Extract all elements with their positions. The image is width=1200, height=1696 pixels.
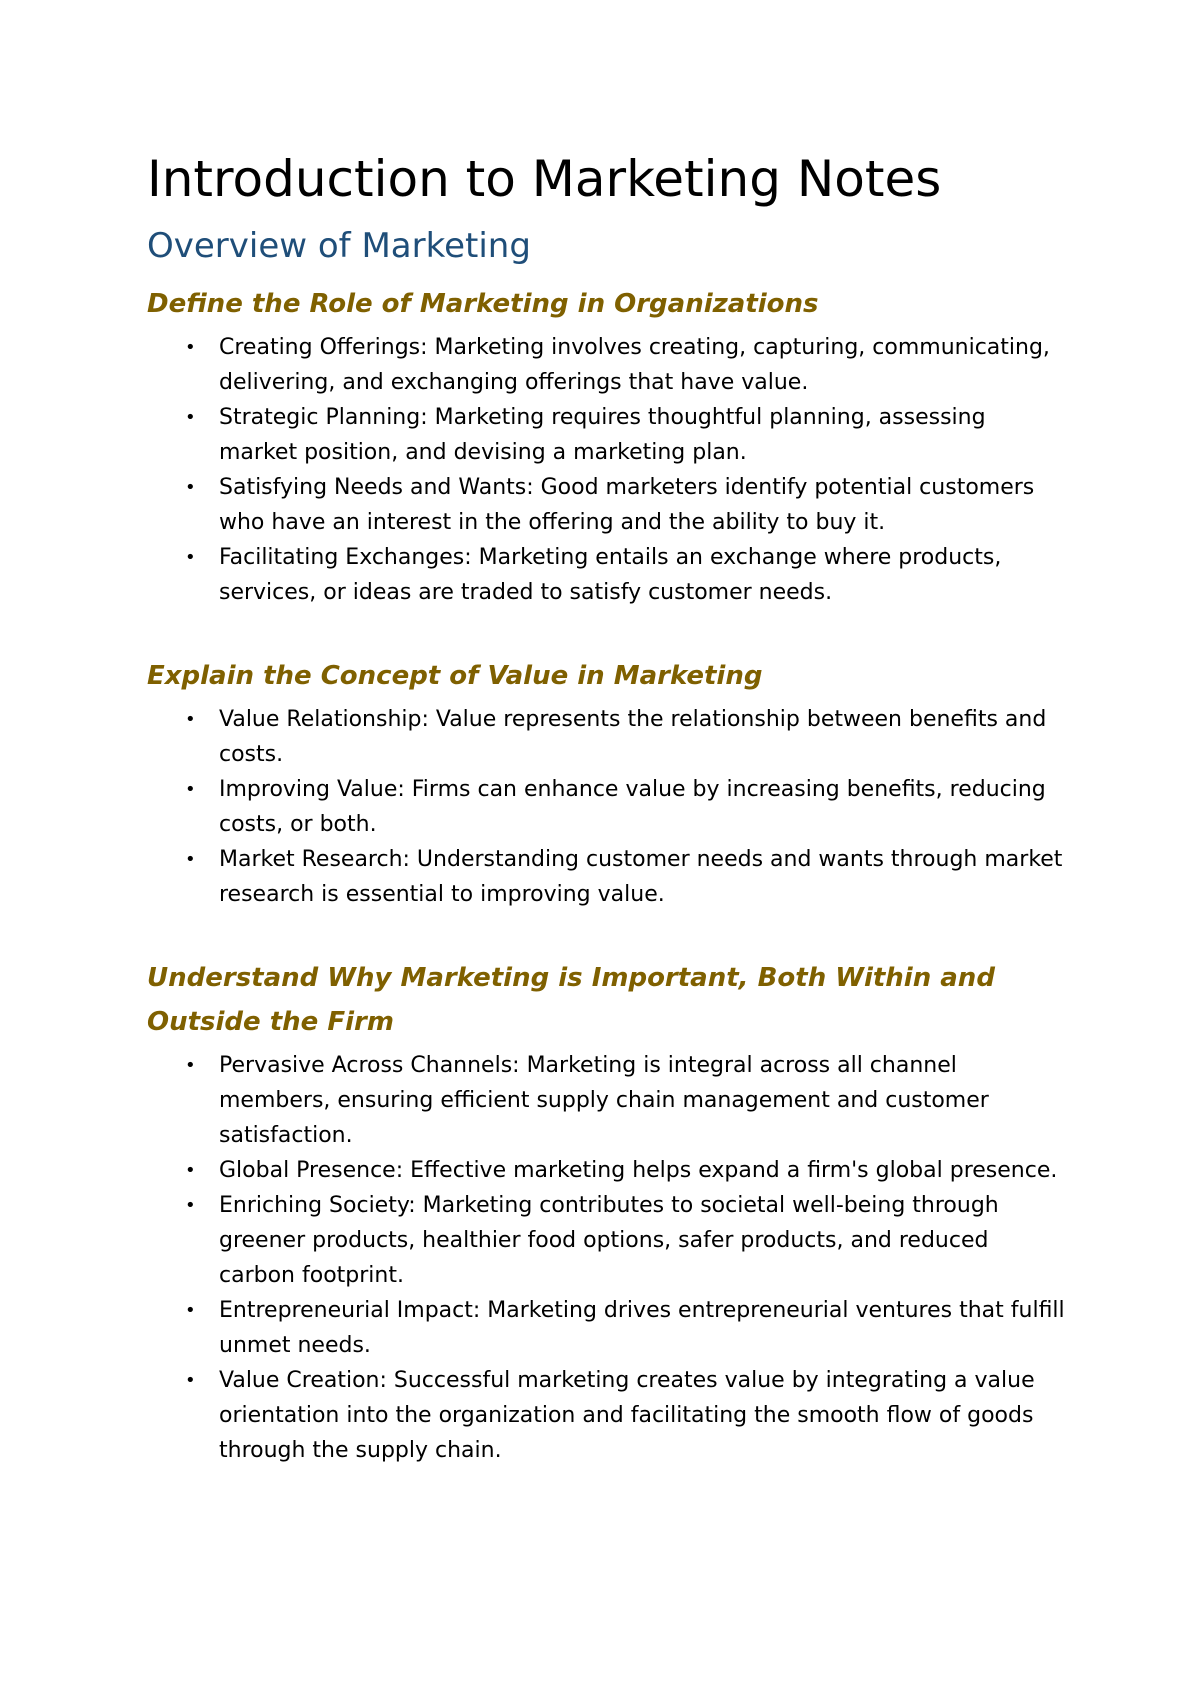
list-item-text: Improving Value: Firms can enhance value by increasing benefits, reducing costs, or both. [219, 777, 1046, 837]
bullet-icon: • [185, 547, 196, 568]
bullet-icon: • [185, 709, 196, 730]
bullet-list-value [147, 702, 1067, 912]
bullet-icon: • [185, 1300, 196, 1321]
subsection-heading-role: Define the Role of Marketing in Organizations [147, 289, 819, 319]
bullet-icon: • [185, 407, 196, 428]
document-title: Introduction to Marketing Notes [147, 150, 942, 208]
list-item-text: Pervasive Across Channels: Marketing is integral across all channel members, ensuring efficient supply chain management and customer satisfaction. [219, 1053, 989, 1148]
list-item [147, 1293, 1067, 1363]
bullet-list-role [147, 330, 1067, 610]
list-item-text: Enriching Society: Marketing contributes to societal well-being through greener products, healthier food options, safer products, and reduced carbon footprint. [219, 1193, 999, 1288]
bullet-list-importance [147, 1048, 1067, 1468]
list-item-text: Entrepreneurial Impact: Marketing drives entrepreneurial ventures that fulfill unmet needs. [219, 1298, 1065, 1358]
bullet-icon: • [185, 1055, 196, 1076]
list-item [147, 1188, 1067, 1293]
section-heading-overview: Overview of Marketing [147, 226, 531, 266]
list-item [147, 842, 1067, 912]
bullet-icon: • [185, 779, 196, 800]
list-item [147, 540, 1067, 610]
list-item [147, 702, 1067, 772]
list-item-text: Global Presence: Effective marketing helps expand a firm's global presence. [219, 1158, 1058, 1183]
list-item [147, 772, 1067, 842]
subsection-heading-importance: Understand Why Marketing is Important, Both Within and Outside the Firm [147, 963, 995, 1037]
list-item [147, 470, 1067, 540]
bullet-icon: • [185, 1370, 196, 1391]
list-item-text: Satisfying Needs and Wants: Good marketers identify potential customers who have an interest in the offering and the ability to buy it. [219, 475, 1035, 535]
document-page [147, 148, 1067, 1512]
list-item-text: Value Relationship: Value represents the relationship between benefits and costs. [219, 707, 1047, 767]
bullet-icon: • [185, 477, 196, 498]
bullet-icon: • [185, 1160, 196, 1181]
list-item-text: Strategic Planning: Marketing requires thoughtful planning, assessing market position, and devising a marketing plan. [219, 405, 986, 465]
list-item-text: Facilitating Exchanges: Marketing entails an exchange where products, services, or ideas are traded to satisfy customer needs. [219, 545, 1002, 605]
list-item-text: Value Creation: Successful marketing creates value by integrating a value orientation into the organization and facilitating the smooth flow of goods through the supply chain. [219, 1368, 1035, 1463]
list-item [147, 1363, 1067, 1468]
list-item [147, 330, 1067, 400]
list-item [147, 400, 1067, 470]
list-item-text: Market Research: Understanding customer needs and wants through market research is essential to improving value. [219, 847, 1063, 907]
bullet-icon: • [185, 849, 196, 870]
subsection-heading-value: Explain the Concept of Value in Marketing [147, 661, 763, 691]
list-item [147, 1048, 1067, 1153]
list-item-text: Creating Offerings: Marketing involves creating, capturing, communicating, delivering, and exchanging offerings that have value. [219, 335, 1050, 395]
bullet-icon: • [185, 1195, 196, 1216]
list-item [147, 1153, 1067, 1188]
bullet-icon: • [185, 337, 196, 358]
